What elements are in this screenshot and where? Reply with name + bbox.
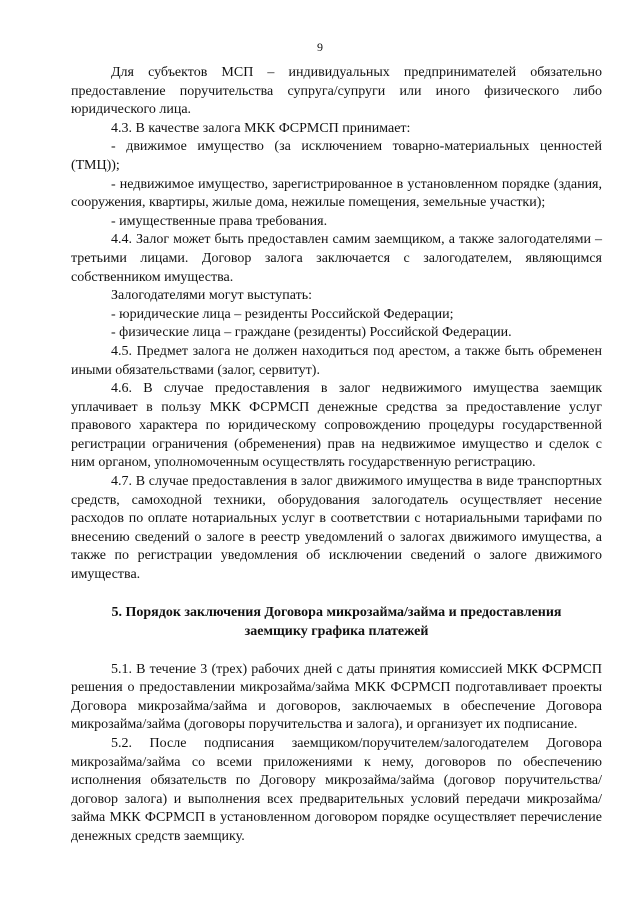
paragraph-4-5: 4.5. Предмет залога не должен находиться под арестом, а также быть обременен иными обязательствами (залог, сервитут). — [71, 343, 602, 378]
paragraph-5-2: 5.2. После подписания заемщиком/поручителем/залогодателем Договора микрозайма/займа со всеми приложениями к нему, договоров по обеспечению исполнения обязательств по Договору микрозайма/займа (договор поручительства/договор залога) и выполнения всех предварительных условий передачи микрозайма/займа МКК ФСРМСП в установленном договором порядке осуществляет перечисление денежных средств заемщику. — [71, 736, 602, 844]
paragraph-msp-guarantee: Для субъектов МСП – индивидуальных предпринимателей обязательно предоставление поручительства супруга/супруги или иного физического либо юридического лица. — [71, 65, 602, 118]
paragraph-4-4: 4.4. Залог может быть предоставлен самим заемщиком, а также залогодателями – третьими лицами. Договор залога заключается с залогодателем, являющимся собственником имущества. — [71, 232, 602, 285]
section-heading-5: 5. Порядок заключения Договора микрозайма/займа и предоставления заемщику графика платежей — [111, 604, 562, 639]
list-item-legal-entities: - юридические лица – резиденты Российской Федерации; — [111, 306, 454, 322]
page-number: 9 — [317, 40, 323, 54]
list-item-individuals: - физические лица – граждане (резиденты) Российской Федерации. — [111, 325, 512, 341]
paragraph-5-1: 5.1. В течение 3 (трех) рабочих дней с даты принятия комиссией МКК ФСРМСП решения о предоставлении микрозайма/займа МКК ФСРМСП подготавливает проекты Договора микрозайма/займа и договоров, заключаемых в обеспечение Договора микрозайма/займа (договоры поручительства и залога), и организует их подписание. — [71, 661, 602, 733]
list-item-movable-property: - движимое имущество (за исключением товарно-материальных ценностей (ТМЦ)); — [71, 139, 602, 173]
paragraph-4-7: 4.7. В случае предоставления в залог движимого имущества в виде транспортных средств, самоходной техники, оборудования залогодатель осуществляет несение расходов по оплате нотариальных услуг в соответствии с нотариальными тарифами по внесению сведений о залоге в реестр уведомлений о залогах движимого имущества, а также по регистрации уведомления об исключении сведений о залоге движимого имущества. — [71, 474, 602, 583]
paragraph-4-6: 4.6. В случае предоставления в залог недвижимого имущества заемщик уплачивает в пользу МКК ФСРМСП денежные средства за предоставление услуг правового характера по юридическому сопровождению процедуры государственной регистрации ограничения (обременения) прав на недвижимое имущество и сделок с ним органом, уполномоченным осуществлять государственную регистрацию. — [71, 381, 602, 471]
paragraph-4-3: 4.3. В качестве залога МКК ФСРМСП принимает: — [111, 120, 411, 136]
paragraph-pledgers: Залогодателями могут выступать: — [111, 288, 313, 304]
document-body — [71, 64, 602, 847]
list-item-real-estate: - недвижимое имущество, зарегистрированное в установленном порядке (здания, сооружения, квартиры, жилые дома, нежилые помещения, земельные участки); — [71, 176, 602, 211]
list-item-property-rights: - имущественные права требования. — [111, 213, 328, 229]
